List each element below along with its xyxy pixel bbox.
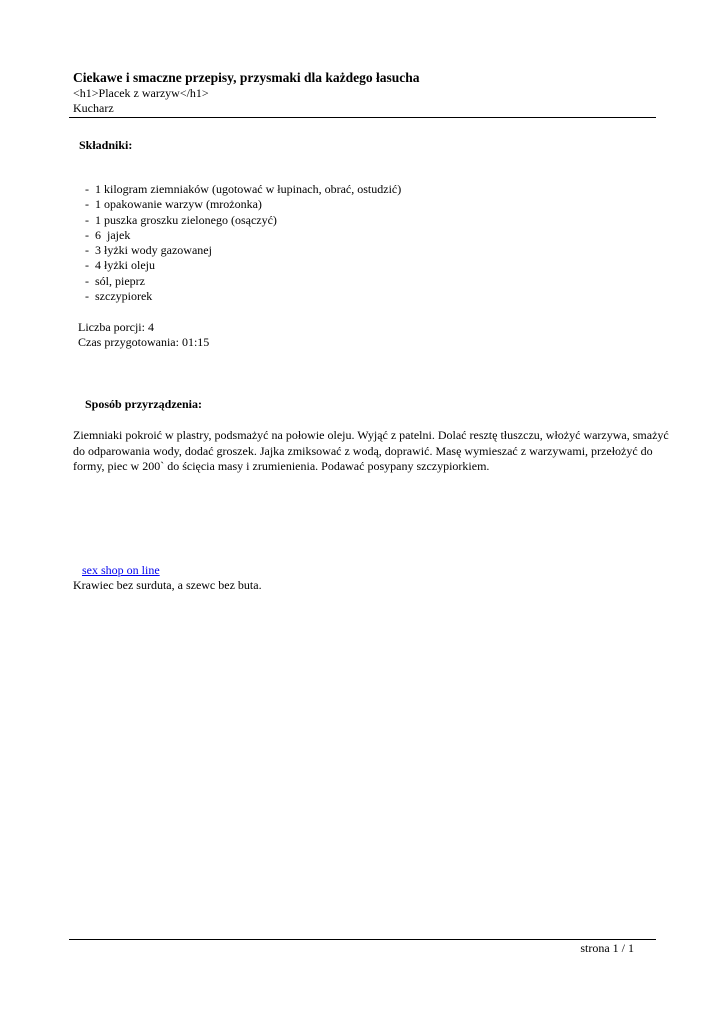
ingredient-item: - sól, pieprz bbox=[85, 273, 145, 288]
ingredient-item: - 3 łyżki wody gazowanej bbox=[85, 243, 212, 258]
ingredient-item: - szczypiorek bbox=[85, 289, 153, 304]
method-text: Ziemniaki pokroić w plastry, podsmażyć na połowie oleju. Wyjąć z patelni. Dolać resztę tłuszczu, włożyć warzywa, smażyć do odparowania wody, dodać groszek. Jajka zmiksować z wodą, doprawić. Masę wymieszać z warzywami, przełożyć do formy, piec w 200` do ścięcia masy i zrumienienia. Podawać posypany szczypiorkiem. bbox=[73, 428, 669, 473]
page-number: strona 1 / 1 bbox=[580, 941, 634, 955]
recipe-category: Kucharz bbox=[73, 101, 114, 115]
proverb: Krawiec bez surduta, a szewc bez buta. bbox=[73, 578, 262, 592]
ingredient-item: - 1 puszka groszku zielonego (osączyć) bbox=[85, 212, 277, 227]
ingredients-heading: Składniki: bbox=[79, 138, 133, 152]
ingredient-item: - 1 kilogram ziemniaków (ugotować w łupinach, obrać, ostudzić) bbox=[85, 182, 402, 196]
site-title: Ciekawe i smaczne przepisy, przysmaki dla każdego łasucha bbox=[73, 70, 420, 85]
ingredient-item: - 4 łyżki oleju bbox=[85, 258, 155, 273]
footer-divider bbox=[69, 939, 656, 940]
ingredient-item: - 1 opakowanie warzyw (mrożonka) bbox=[85, 197, 262, 212]
ingredient-item: - 6 jajek bbox=[85, 227, 131, 242]
prep-time: Czas przygotowania: 01:15 bbox=[78, 335, 210, 349]
ingredients-list bbox=[85, 182, 401, 304]
method-heading: Sposób przyrządzenia: bbox=[85, 397, 202, 411]
servings: Liczba porcji: 4 bbox=[78, 320, 154, 334]
document-header bbox=[73, 69, 653, 116]
header-divider bbox=[69, 117, 656, 118]
recipe-title: <h1>Placek z warzyw</h1> bbox=[73, 86, 209, 100]
sponsored-link[interactable]: sex shop on line bbox=[82, 563, 160, 577]
